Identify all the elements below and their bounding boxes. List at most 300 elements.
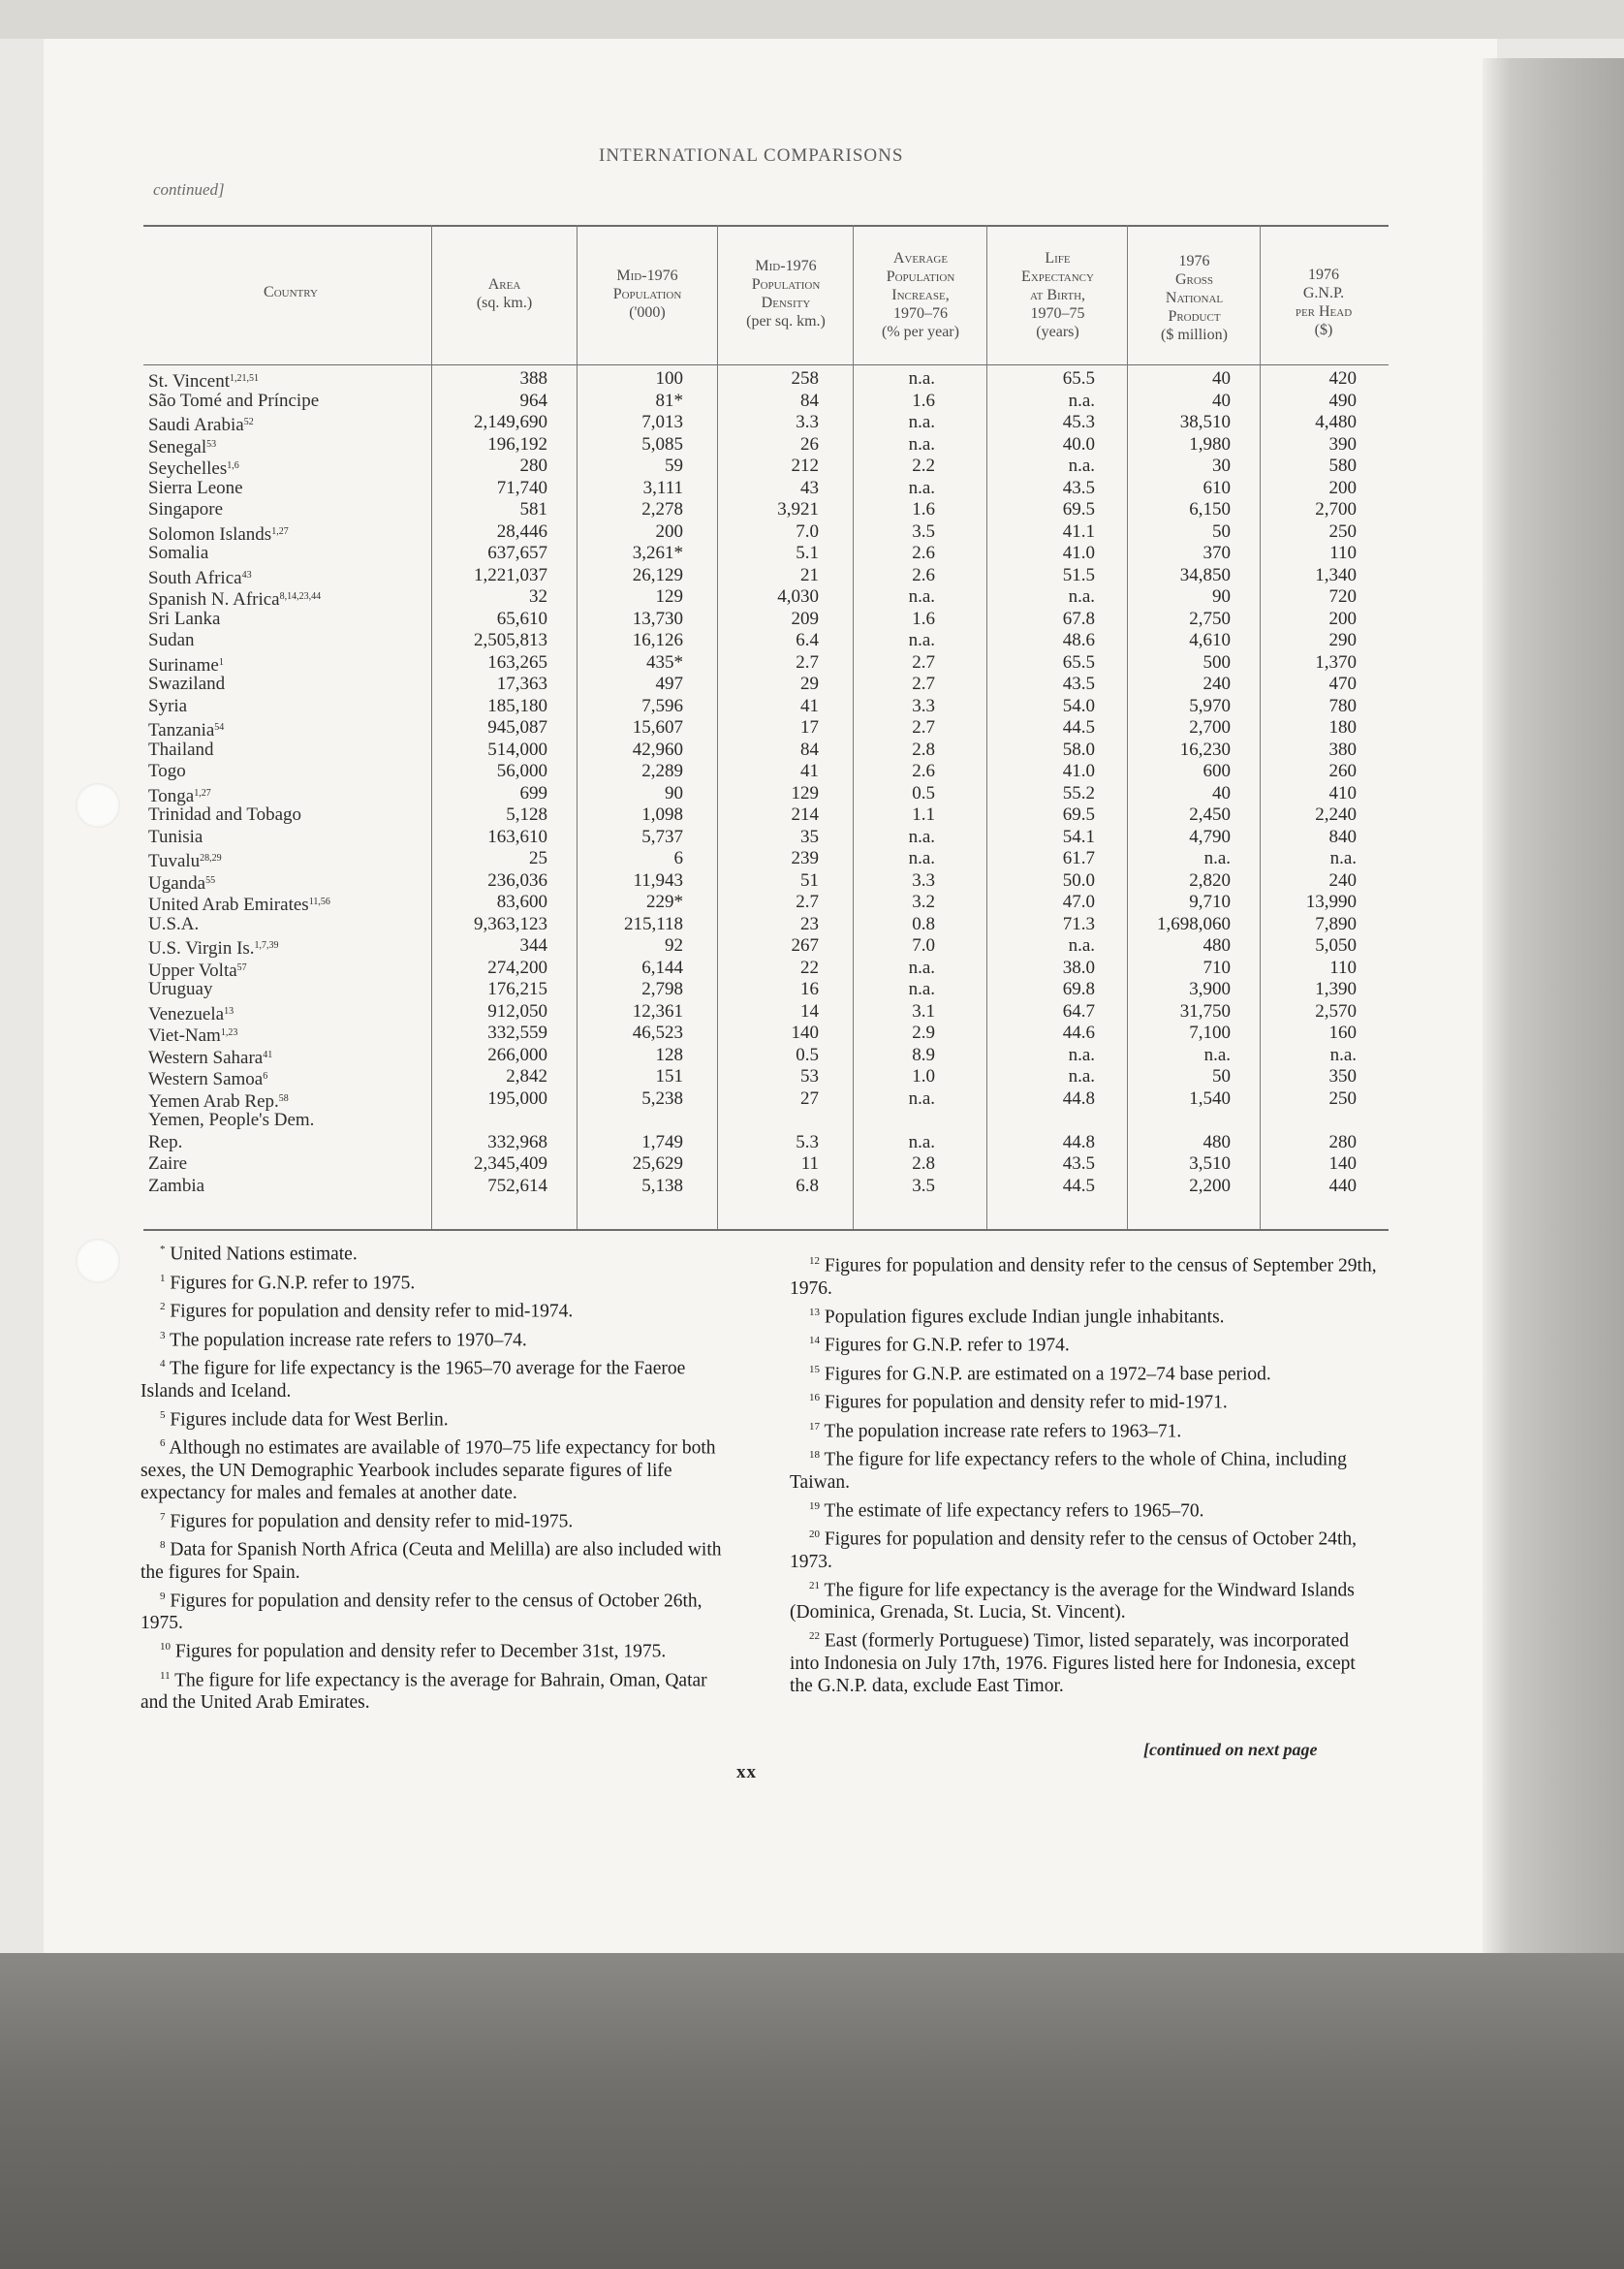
cell-increase: 1.6 (912, 608, 935, 629)
cell-gnp-per-head: 390 (1328, 433, 1357, 455)
table-row (0, 586, 1453, 608)
cell-population: 59 (665, 456, 683, 476)
footnote-ref: 1,27 (271, 525, 289, 537)
footnote-text: Data for Spanish North Africa (Ceuta and Melilla) are also included with the figures for Spain. (141, 1539, 722, 1583)
cell-increase: 0.8 (912, 913, 935, 934)
cell-population: 497 (655, 674, 683, 694)
table-row (0, 1176, 1453, 1197)
cell-country (148, 1088, 410, 1113)
cell-density: 41 (800, 761, 819, 781)
cell-country (148, 674, 410, 695)
cell-increase: n.a. (908, 957, 935, 978)
cell-increase: 2.6 (912, 564, 935, 585)
table-row (0, 783, 1453, 804)
cell-life-expectancy: n.a. (1068, 390, 1095, 411)
cell-country (148, 499, 410, 520)
cell-gnp: 1,698,060 (1157, 913, 1231, 934)
country-name: Yemen Arab Rep. (148, 1090, 279, 1112)
cell-gnp: 2,200 (1189, 1175, 1231, 1196)
cell-density: 16 (800, 979, 819, 999)
cell-area: 332,968 (487, 1131, 547, 1152)
continued-next-page: [continued on next page (1143, 1740, 1318, 1759)
cell-gnp: 480 (1202, 1131, 1231, 1152)
cell-country (148, 914, 410, 935)
cell-gnp-per-head: 140 (1328, 1153, 1357, 1174)
header-gnp: 1976 Gross National Product ($ million) (1161, 253, 1228, 343)
cell-gnp: 3,900 (1189, 979, 1231, 999)
cell-country (148, 892, 410, 916)
cell-population: 2,798 (641, 979, 683, 999)
table-row (0, 1088, 1453, 1110)
cell-increase: 2.9 (912, 1023, 935, 1043)
cell-density: 26 (800, 433, 819, 455)
facing-page-edge (1497, 58, 1624, 1958)
cell-gnp-per-head: 470 (1328, 674, 1357, 694)
country-name: Upper Volta (148, 960, 237, 981)
cell-area: 65,610 (496, 608, 547, 629)
table-row (0, 1045, 1453, 1066)
table-row (0, 1153, 1453, 1175)
footnote-text: Figures for population and density refer to December 31st, 1975. (174, 1641, 667, 1662)
table-row (0, 456, 1453, 477)
cell-density: 84 (800, 739, 819, 760)
cell-life-expectancy: 44.5 (1062, 717, 1095, 738)
cell-density: 6.8 (796, 1175, 819, 1196)
header-increase: Average Population Increase, 1970–76 (% per year) (882, 250, 959, 340)
cell-area: 280 (519, 456, 547, 476)
cell-area: 9,363,123 (474, 913, 547, 934)
cell-gnp-per-head: n.a. (1329, 848, 1357, 868)
cell-country (148, 543, 410, 564)
country-name: Seychelles (148, 458, 228, 479)
footnote-ref: 1,27 (194, 787, 211, 799)
cell-increase: 7.0 (912, 935, 935, 956)
cell-country (148, 1153, 410, 1175)
cell-gnp: 500 (1202, 651, 1231, 673)
country-name: São Tomé and Príncipe (148, 390, 320, 411)
cell-population: 5,085 (641, 433, 683, 455)
cell-density: 11 (800, 1153, 819, 1174)
cell-gnp: n.a. (1203, 1044, 1231, 1065)
cell-country (148, 1110, 410, 1131)
country-name: Sri Lanka (148, 608, 221, 629)
country-name: Tonga (148, 785, 195, 806)
cell-increase: n.a. (908, 412, 935, 432)
cell-population: 12,361 (632, 1000, 683, 1022)
footnote-text: Figures for G.N.P. refer to 1974. (824, 1335, 1070, 1356)
cell-life-expectancy: 41.0 (1062, 761, 1095, 781)
cell-gnp: 40 (1212, 368, 1231, 389)
cell-life-expectancy: n.a. (1068, 456, 1095, 476)
table-row (0, 1001, 1453, 1023)
country-name: U.S. Virgin Is. (148, 938, 255, 959)
footnote-ref: 13 (224, 1005, 234, 1017)
cell-gnp: 480 (1202, 935, 1231, 956)
cell-gnp: 240 (1202, 674, 1231, 694)
cell-area: 266,000 (487, 1044, 547, 1065)
cell-increase: 3.5 (912, 520, 935, 542)
cell-area: 32 (529, 586, 547, 607)
footnote (790, 1359, 1379, 1386)
cell-gnp: 3,510 (1189, 1153, 1231, 1174)
country-name: Sierra Leone (148, 477, 243, 498)
cell-life-expectancy: 40.0 (1062, 433, 1095, 455)
footnote-text: Figures for population and density refer to mid-1971. (824, 1392, 1228, 1413)
footnote (141, 1636, 727, 1663)
table-row (0, 1023, 1453, 1044)
cell-area: 17,363 (496, 674, 547, 694)
footnote-text: The figure for life expectancy is the 1965–70 average for the Faeroe Islands and Iceland. (141, 1358, 686, 1402)
cell-gnp-per-head: 4,480 (1315, 412, 1357, 432)
cell-area: 176,215 (487, 979, 547, 999)
cell-country (148, 412, 410, 436)
footnote-mark: 21 (809, 1579, 820, 1591)
cell-area: 56,000 (496, 761, 547, 781)
cell-gnp-per-head: 350 (1328, 1066, 1357, 1087)
footnotes-left (141, 1239, 727, 1716)
cell-area: 28,446 (496, 520, 547, 542)
footnote-mark: * (160, 1244, 166, 1255)
cell-area: 25 (529, 848, 547, 868)
cell-life-expectancy: 51.5 (1062, 564, 1095, 585)
cell-population: 6 (673, 848, 683, 868)
table-row (0, 696, 1453, 717)
cell-area: 2,505,813 (474, 630, 547, 650)
cell-density: 53 (800, 1066, 819, 1087)
cell-density: 6.4 (796, 630, 819, 650)
footnote-text: Figures for G.N.P. refer to 1975. (170, 1273, 416, 1293)
cell-gnp-per-head: 13,990 (1305, 892, 1357, 912)
cell-area: 581 (519, 499, 547, 520)
cell-increase: n.a. (908, 368, 935, 389)
cell-country (148, 848, 410, 872)
header-density: Mid-1976 Population Density (per sq. km.) (746, 258, 826, 330)
cell-increase: 3.3 (912, 869, 935, 891)
table-row (0, 870, 1453, 892)
cell-life-expectancy: 69.8 (1062, 979, 1095, 999)
cell-gnp: 2,820 (1189, 869, 1231, 891)
cell-country (148, 1023, 410, 1047)
cell-gnp-per-head: 420 (1328, 368, 1357, 389)
cell-increase: n.a. (908, 477, 935, 498)
country-name: Saudi Arabia (148, 415, 244, 435)
cell-gnp: 38,510 (1179, 412, 1231, 432)
cell-density: 3.3 (796, 412, 819, 432)
cell-gnp: 50 (1212, 520, 1231, 542)
cell-increase: 2.6 (912, 543, 935, 563)
cell-population: 229* (646, 892, 683, 912)
cell-area: 274,200 (487, 957, 547, 978)
cell-increase: 2.8 (912, 1153, 935, 1174)
cell-life-expectancy: 58.0 (1062, 739, 1095, 760)
cell-increase: 8.9 (912, 1044, 935, 1065)
cell-gnp-per-head: 200 (1328, 477, 1357, 498)
footnote-text: The figure for life expectancy refers to the whole of China, including Taiwan. (790, 1449, 1347, 1493)
cell-gnp-per-head: 250 (1328, 520, 1357, 542)
cell-area: 2,842 (506, 1066, 547, 1087)
cell-population: 7,596 (641, 695, 683, 716)
footnote-ref: 43 (241, 569, 252, 581)
cell-increase: n.a. (908, 1131, 935, 1152)
footnote (790, 1416, 1379, 1443)
country-name: Solomon Islands (148, 523, 272, 545)
cell-country (148, 609, 410, 630)
cell-increase: 2.2 (912, 456, 935, 476)
cell-life-expectancy: 41.0 (1062, 543, 1095, 563)
cell-gnp: 610 (1202, 477, 1231, 498)
cell-country (148, 696, 410, 717)
cell-population: 5,138 (641, 1175, 683, 1196)
cell-increase: n.a. (908, 433, 935, 455)
cell-density: 258 (791, 368, 819, 389)
cell-gnp-per-head: 7,890 (1315, 913, 1357, 934)
cell-population: 7,013 (641, 412, 683, 432)
footnote-mark: 17 (809, 1420, 820, 1433)
cell-gnp: 600 (1202, 761, 1231, 781)
cell-country (148, 827, 410, 848)
cell-density: 51 (800, 869, 819, 891)
country-name: Suriname (148, 654, 219, 676)
country-name: Tunisia (148, 826, 203, 847)
table-row (0, 1066, 1453, 1087)
cell-country (148, 630, 410, 651)
footnote-ref: 52 (243, 417, 254, 427)
cell-life-expectancy: 55.2 (1062, 782, 1095, 804)
cell-density: 29 (800, 674, 819, 694)
cell-density: 7.0 (796, 520, 819, 542)
footnote-ref: 41 (263, 1049, 273, 1060)
footnote-text: Figures for population and density refer to the census of October 26th, 1975. (141, 1591, 703, 1633)
footnote-text: Figures for population and density refer to the census of September 29th, 1976. (790, 1255, 1377, 1299)
header-area: Area (sq. km.) (476, 276, 533, 311)
cell-increase: 1.0 (912, 1066, 935, 1087)
table-row (0, 565, 1453, 586)
footnote (790, 1524, 1379, 1573)
cell-life-expectancy: 54.0 (1062, 695, 1095, 716)
table-row (0, 674, 1453, 695)
cell-gnp: 40 (1212, 390, 1231, 411)
table-row (0, 717, 1453, 739)
table-row (0, 804, 1453, 826)
cell-gnp-per-head: 180 (1328, 717, 1357, 738)
cell-gnp-per-head: 160 (1328, 1023, 1357, 1043)
cell-population: 3,261* (632, 543, 683, 563)
country-name: St. Vincent (148, 371, 231, 392)
table-row (0, 630, 1453, 651)
cell-country (148, 1045, 410, 1069)
cell-population: 200 (655, 520, 683, 542)
cell-population: 100 (655, 368, 683, 389)
table-row (0, 499, 1453, 520)
cell-gnp-per-head: 240 (1328, 869, 1357, 891)
cell-area: 2,149,690 (474, 412, 547, 432)
cell-area: 912,050 (487, 1000, 547, 1022)
table-row (0, 391, 1453, 412)
footnote (141, 1665, 727, 1715)
footnote-mark: 13 (809, 1306, 820, 1318)
cell-gnp: 31,750 (1179, 1000, 1231, 1022)
cell-density: 4,030 (777, 586, 819, 607)
cell-increase: n.a. (908, 1087, 935, 1109)
cell-gnp: 2,700 (1189, 717, 1231, 738)
table-row (0, 521, 1453, 543)
footnote-mark: 10 (160, 1641, 171, 1653)
cell-life-expectancy: 47.0 (1062, 892, 1095, 912)
cell-population: 15,607 (632, 717, 683, 738)
footnote-text: The population increase rate refers to 1970–74. (170, 1330, 527, 1350)
cell-increase: 0.5 (912, 782, 935, 804)
footnote-ref: 53 (206, 438, 217, 450)
cell-gnp: 40 (1212, 782, 1231, 804)
cell-density: 21 (800, 564, 819, 585)
cell-country (148, 565, 410, 589)
cell-increase: 3.5 (912, 1175, 935, 1196)
cell-country (148, 717, 410, 741)
cell-country (148, 979, 410, 1000)
footnote-text: East (formerly Portuguese) Timor, listed separately, was incorporated into Indonesia on July 17th, 1976. Figures listed here for Indonesia, except the G.N.P. data, exclude East Timor. (790, 1630, 1356, 1696)
country-name: Viet-Nam (148, 1025, 221, 1046)
cell-gnp: 370 (1202, 543, 1231, 563)
footnote-text: Figures for G.N.P. are estimated on a 1972–74 base period. (824, 1364, 1271, 1384)
footnote-text: Population figures exclude Indian jungle inhabitants. (824, 1307, 1225, 1327)
cell-population: 5,737 (641, 826, 683, 847)
cell-life-expectancy: n.a. (1068, 935, 1095, 956)
cell-density: 17 (800, 717, 819, 738)
cell-gnp: 9,710 (1189, 892, 1231, 912)
cell-population: 3,111 (642, 477, 683, 498)
cell-gnp-per-head: 2,700 (1315, 499, 1357, 520)
footnote-mark: 3 (160, 1329, 166, 1341)
cell-gnp-per-head: n.a. (1329, 1044, 1357, 1065)
footnote-mark: 22 (809, 1630, 820, 1642)
cell-density: 0.5 (796, 1044, 819, 1065)
cell-density: 209 (791, 608, 819, 629)
cell-density: 239 (791, 848, 819, 868)
country-name: Sudan (148, 630, 195, 650)
footnote-mark: 4 (160, 1358, 166, 1370)
cell-life-expectancy: 65.5 (1062, 651, 1095, 673)
footnote-mark: 16 (809, 1392, 820, 1403)
cell-gnp-per-head: 110 (1329, 957, 1357, 978)
cell-gnp: 16,230 (1179, 739, 1231, 760)
cell-country (148, 935, 410, 960)
footnote-mark: 7 (160, 1510, 166, 1523)
footnote (141, 1433, 727, 1504)
footnote-mark: 15 (809, 1363, 820, 1375)
footnote (141, 1404, 727, 1432)
country-name: Singapore (148, 499, 224, 520)
cell-density: 129 (791, 782, 819, 804)
cell-life-expectancy: n.a. (1068, 1044, 1095, 1065)
footnote-text: Figures for population and density refer to the census of October 24th, 1973. (790, 1528, 1357, 1572)
table-row (0, 434, 1453, 456)
country-name: Uruguay (148, 979, 213, 999)
table-row (0, 892, 1453, 913)
cell-population: 435* (646, 651, 683, 673)
cell-gnp: 5,970 (1189, 695, 1231, 716)
header-country: Country (264, 284, 318, 300)
footnote-ref: 8,14,23,44 (279, 591, 322, 602)
cell-increase: 2.7 (912, 651, 935, 673)
cell-area: 388 (519, 368, 547, 389)
country-name: Tanzania (148, 720, 215, 741)
footnote-mark: 8 (160, 1539, 166, 1551)
cell-density: 41 (800, 695, 819, 716)
cell-gnp-per-head: 1,340 (1315, 564, 1357, 585)
cell-density: 43 (800, 477, 819, 498)
cell-increase: 3.2 (912, 892, 935, 912)
cell-area: 752,614 (487, 1175, 547, 1196)
country-name: Western Sahara (148, 1047, 264, 1068)
cell-density: 267 (791, 935, 819, 956)
footnote-mark: 14 (809, 1335, 820, 1346)
cell-area: 699 (519, 782, 547, 804)
cell-life-expectancy: 69.5 (1062, 499, 1095, 520)
cell-life-expectancy: 43.5 (1062, 1153, 1095, 1174)
footnote (790, 1625, 1379, 1697)
cell-country (148, 478, 410, 499)
cell-increase: n.a. (908, 848, 935, 868)
footnote-ref: 1,7,39 (254, 940, 279, 951)
cell-increase: 2.8 (912, 739, 935, 760)
cell-area: 514,000 (487, 739, 547, 760)
cell-gnp-per-head: 720 (1328, 586, 1357, 607)
table-row (0, 368, 1453, 390)
cell-density: 23 (800, 913, 819, 934)
country-name: Syria (148, 695, 188, 716)
footnote-text: The estimate of life expectancy refers to 1965–70. (824, 1500, 1204, 1521)
country-name: Zaire (148, 1153, 188, 1174)
table-row (0, 1110, 1453, 1131)
cell-area: 637,657 (487, 543, 547, 563)
cell-population: 151 (655, 1066, 683, 1087)
footnote-text: The population increase rate refers to 1963–71. (824, 1421, 1182, 1441)
cell-life-expectancy: 44.5 (1062, 1175, 1095, 1196)
cell-population: 81* (655, 390, 683, 411)
table-row (0, 740, 1453, 761)
footnote-mark: 6 (160, 1437, 166, 1449)
footnote-ref: 1,6 (227, 460, 239, 471)
cell-life-expectancy: 44.8 (1062, 1131, 1095, 1152)
footnote-ref: 28,29 (200, 853, 222, 864)
cell-density: 14 (800, 1000, 819, 1022)
cell-increase: n.a. (908, 826, 935, 847)
country-name: Swaziland (148, 674, 226, 694)
cell-density: 212 (791, 456, 819, 476)
cell-increase: 1.6 (912, 499, 935, 520)
footnote (141, 1296, 727, 1323)
cell-life-expectancy: 43.5 (1062, 477, 1095, 498)
cell-life-expectancy: n.a. (1068, 1066, 1095, 1087)
cell-area: 236,036 (487, 869, 547, 891)
cell-population: 26,129 (632, 564, 683, 585)
table-row (0, 478, 1453, 499)
table-row (0, 652, 1453, 674)
header-population: Mid-1976 Population ('000) (612, 268, 682, 321)
cell-gnp-per-head: 290 (1328, 630, 1357, 650)
country-name: Senegal (148, 436, 207, 457)
cell-gnp-per-head: 490 (1328, 390, 1357, 411)
cell-area: 964 (519, 390, 547, 411)
cell-country (148, 740, 410, 761)
country-name: Togo (148, 761, 186, 781)
table-top-rule (143, 225, 1389, 227)
cell-gnp-per-head: 1,390 (1315, 979, 1357, 999)
scan-bottom-shadow (0, 1953, 1624, 2269)
footnotes-right (790, 1250, 1379, 1699)
country-name: Thailand (148, 739, 214, 760)
cell-population: 42,960 (632, 739, 683, 760)
